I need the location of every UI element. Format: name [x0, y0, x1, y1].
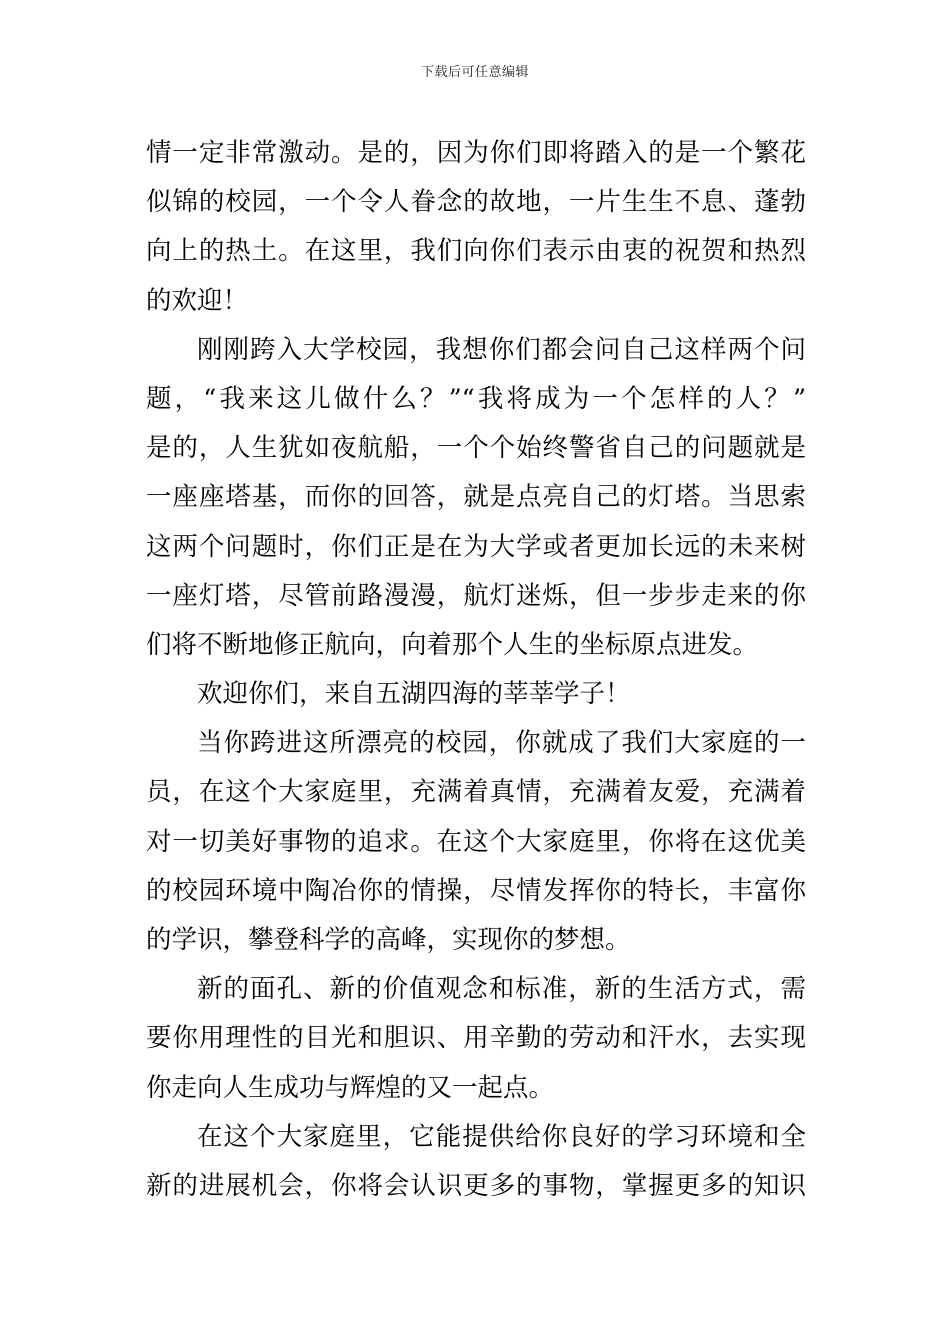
text-line: 向上的热土。在这里，我们向你们表示由衷的祝贺和热烈 [146, 236, 806, 267]
text-line: 你走向人生成功与辉煌的又一起点。 [146, 1072, 555, 1103]
text-line: 是的，人生犹如夜航船，一个个始终警省自己的问题就是 [146, 433, 806, 464]
text-line: 刚刚跨入大学校园，我想你们都会问自己这样两个问 [197, 334, 806, 365]
text-line: 员，在这个大家庭里，充满着真情，充满着友爱，充满着 [146, 777, 806, 808]
text-line: 新的进展机会，你将会认识更多的事物，掌握更多的知识 [146, 1170, 806, 1201]
document-body [146, 129, 806, 1211]
text-line: 情一定非常激动。是的，因为你们即将踏入的是一个繁花 [146, 138, 806, 168]
text-line: 对一切美好事物的追求。在这个大家庭里，你将在这优美 [146, 826, 806, 857]
text-line: 似锦的校园，一个令人眷念的故地，一片生生不息、蓬勃 [146, 187, 806, 218]
text-line: 当你跨进这所漂亮的校园，你就成了我们大家庭的一 [197, 728, 806, 759]
text-line: 一座灯塔，尽管前路漫漫，航灯迷烁，但一步步走来的你 [146, 580, 806, 611]
text-line: 题，“我来这儿做什么？”“我将成为一个怎样的人？” [146, 383, 806, 414]
text-line: 一座座塔基，而你的回答，就是点亮自己的灯塔。当思索 [146, 482, 806, 513]
text-line: 们将不断地修正航向，向着那个人生的坐标原点进发。 [146, 629, 759, 660]
text-line: 要你用理性的目光和胆识、用辛勤的劳动和汗水，去实现 [146, 1023, 806, 1054]
text-line: 的学识，攀登科学的高峰，实现你的梦想。 [146, 925, 631, 955]
page-header: 下载后可任意编辑 [420, 65, 529, 80]
text-line: 这两个问题时，你们正是在为大学或者更加长远的未来树 [146, 531, 806, 562]
text-line: 在这个大家庭里，它能提供给你良好的学习环境和全 [197, 1121, 806, 1152]
text-line: 的校园环境中陶冶你的情操，尽情发挥你的特长，丰富你 [146, 875, 806, 906]
text-line: 新的面孔、新的价值观念和标准，新的生活方式，需 [197, 974, 806, 1005]
text-line: 的欢迎！ [146, 285, 249, 316]
text-line: 欢迎你们，来自五湖四海的莘莘学子！ [197, 679, 631, 710]
